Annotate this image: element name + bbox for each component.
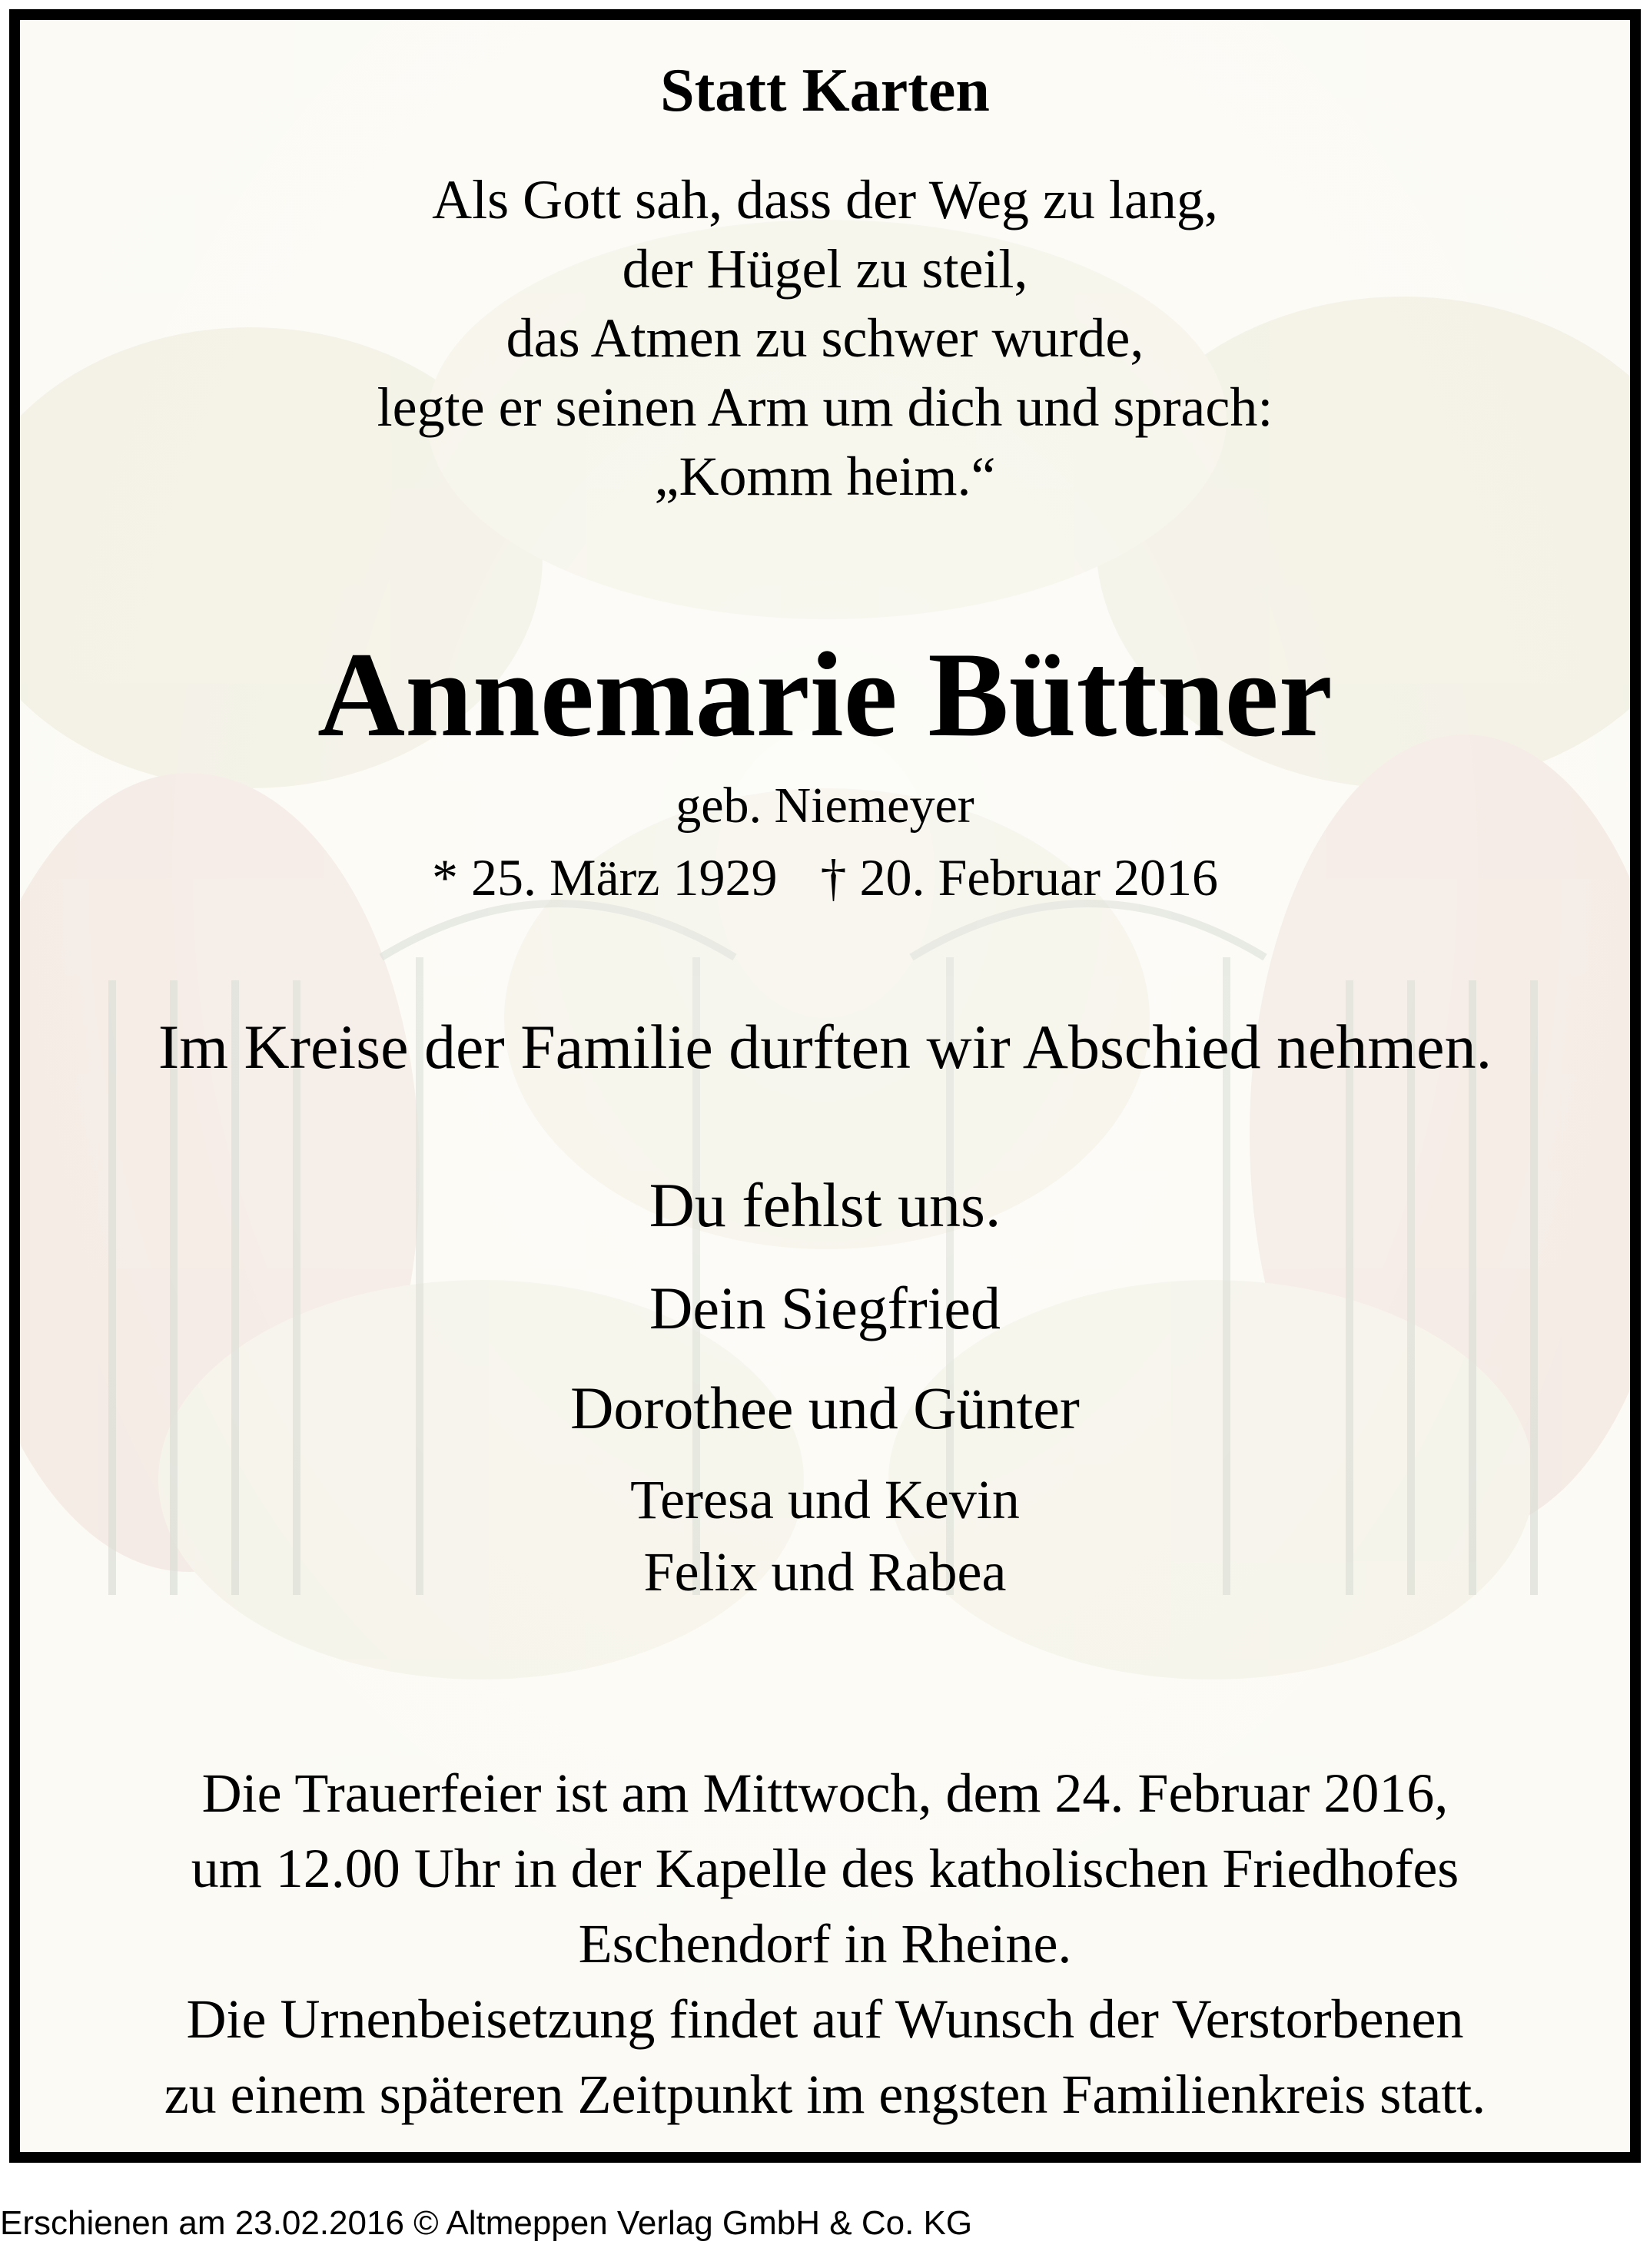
birth-date: * 25. März 1929 bbox=[432, 848, 778, 907]
signature-spouse: Dein Siegfried bbox=[649, 1275, 1001, 1341]
header-statt-karten: Statt Karten bbox=[660, 57, 990, 124]
poem-line: Als Gott sah, dass der Weg zu lang, bbox=[432, 169, 1218, 230]
notice-line: um 12.00 Uhr in der Kapelle des katholischen Friedhofes bbox=[191, 1838, 1459, 1899]
poem-line: „Komm heim.“ bbox=[654, 446, 996, 507]
maiden-name: geb. Niemeyer bbox=[676, 778, 974, 834]
notice-line: zu einem späteren Zeitpunkt im engsten Familienkreis statt. bbox=[164, 2064, 1486, 2125]
poem-line: legte er seinen Arm um dich und sprach: bbox=[377, 376, 1273, 438]
obituary-frame bbox=[9, 9, 1641, 2163]
death-date: † 20. Februar 2016 bbox=[820, 848, 1218, 907]
notice-line: Eschendorf in Rheine. bbox=[578, 1913, 1072, 1975]
poem-line: der Hügel zu steil, bbox=[622, 238, 1028, 300]
farewell-line: Im Kreise der Familie durften wir Abschied nehmen. bbox=[158, 1012, 1492, 1082]
deceased-name: Annemarie Büttner bbox=[317, 628, 1333, 762]
notice-line: Die Trauerfeier ist am Mittwoch, dem 24. Februar 2016, bbox=[201, 1762, 1449, 1824]
poem-line: das Atmen zu schwer wurde, bbox=[506, 307, 1144, 369]
signature-grandchildren: Felix und Rabea bbox=[643, 1541, 1007, 1603]
obituary-content bbox=[20, 20, 1630, 2152]
signature-grandchildren: Teresa und Kevin bbox=[630, 1469, 1020, 1530]
miss-you-line: Du fehlst uns. bbox=[649, 1170, 1001, 1240]
signature-children: Dorothee und Günter bbox=[570, 1374, 1080, 1441]
publication-footer: Erschienen am 23.02.2016 © Altmeppen Verlag GmbH & Co. KG bbox=[0, 2204, 973, 2242]
notice-line: Die Urnenbeisetzung findet auf Wunsch der Verstorbenen bbox=[186, 1988, 1464, 2050]
life-dates bbox=[20, 848, 1630, 907]
